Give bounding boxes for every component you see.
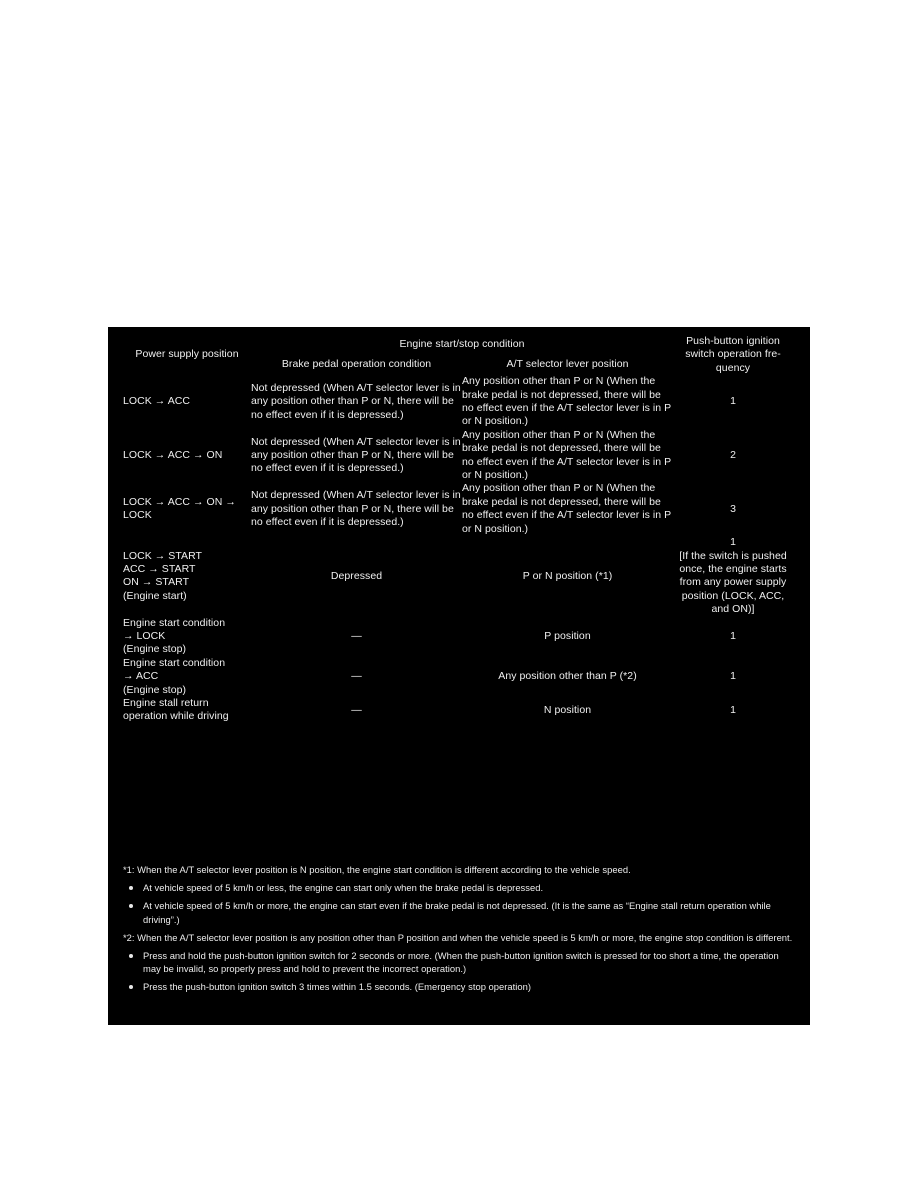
header-engine-start-stop-condition: Engine start/stop condition	[399, 338, 525, 351]
header-frequency-line-2: switch operation fre-	[685, 348, 781, 361]
frequency-note: [If the switch is pushed once, the engine starts from any power supply position (LOCK, ACC, and ON)]	[679, 549, 787, 616]
table-row	[123, 697, 793, 724]
cell-switch-frequency: 1	[730, 670, 736, 683]
table-row	[123, 536, 793, 616]
cell-switch-frequency	[673, 536, 793, 616]
footnote-1-bullet-1-text: At vehicle speed of 5 km/h or less, the engine can start only when the brake pedal is depressed.	[143, 882, 544, 894]
cell-switch-frequency: 1	[730, 703, 736, 716]
table-row	[123, 429, 793, 483]
footnote-2: *2: When the A/T selector lever position is any position other than P position and when the vehicle speed is 5 km/h or more, the engine stop condition is different.	[123, 931, 793, 943]
cell-brake-pedal-condition: Depressed	[330, 569, 383, 582]
position-line-1: Engine stall return	[123, 696, 209, 709]
table-row	[123, 482, 793, 536]
position-line-2: operation while driving	[123, 710, 229, 723]
cell-selector-lever-position: Any position other than P or N (When the brake pedal is not depressed, there will be no effect even if the A/T selector lever is in P or N position.)	[462, 428, 672, 482]
frequency-count: 1	[730, 536, 736, 549]
cell-switch-frequency: 1	[730, 629, 736, 642]
header-at-selector-lever-position: A/T selector lever position	[506, 358, 629, 371]
position-line-1: Engine start condition	[123, 656, 226, 669]
footnote-1-bullet-2	[123, 899, 799, 925]
footnote-1-bullet-1	[123, 881, 799, 894]
position-line-1: LOCK → START	[123, 549, 202, 562]
table-row	[123, 617, 793, 657]
position-line-3: (Engine stop)	[123, 683, 187, 696]
cell-selector-lever-position: N position	[543, 703, 592, 716]
cell-power-supply-position	[123, 617, 251, 657]
footnote-2-bullet-1-text: Press and hold the push-button ignition switch for 2 seconds or more. (When the push-button ignition switch is pressed for too short a time, the operation may be invalid, so properly press and hold to prevent the incorrect operation.)	[143, 950, 779, 975]
position-line-2: → ACC	[123, 670, 159, 683]
footnote-1-bullet-2-text: At vehicle speed of 5 km/h or more, the engine can start even if the brake pedal is not depressed. (It is the same as “Engine stall return operation while driving”.)	[143, 900, 771, 925]
footnotes	[123, 863, 799, 999]
header-frequency-line-1: Push-button ignition	[686, 335, 780, 347]
cell-brake-pedal-condition: —	[351, 670, 362, 683]
cell-brake-pedal-condition: —	[351, 703, 362, 716]
cell-selector-lever-position: P position	[544, 629, 591, 642]
table-row	[123, 375, 793, 429]
header-brake-pedal-condition: Brake pedal operation condition	[281, 358, 432, 371]
position-line-3: ON → START	[123, 576, 190, 589]
bullet-icon	[129, 954, 133, 958]
scanned-table-panel	[108, 327, 810, 1025]
cell-brake-pedal-condition: —	[351, 629, 362, 642]
cell-power-supply-position	[123, 536, 251, 616]
cell-power-supply-position	[123, 697, 251, 724]
cell-power-supply-position: LOCK → ACC → ON	[123, 448, 223, 461]
position-line-2: ACC → START	[123, 562, 196, 575]
cell-switch-frequency: 3	[730, 502, 736, 515]
bullet-icon	[129, 886, 133, 890]
header-frequency-line-3: quency	[715, 361, 751, 374]
header-push-button-frequency	[673, 335, 793, 375]
position-line-3: (Engine stop)	[123, 643, 187, 656]
footnote-1: *1: When the A/T selector lever position is N position, the engine start condition is different according to the vehicle speed.	[123, 864, 631, 875]
ignition-condition-table	[123, 335, 793, 724]
table-row	[123, 657, 793, 697]
position-line-1: Engine start condition	[123, 616, 226, 629]
cell-switch-frequency: 2	[730, 448, 736, 461]
ignition-condition-table-wrapper	[123, 335, 793, 724]
cell-selector-lever-position: P or N position (*1)	[522, 569, 613, 582]
table-header-row-1	[123, 335, 793, 355]
cell-selector-lever-position: Any position other than P or N (When the brake pedal is not depressed, there will be no effect even if the A/T selector lever is in P or N position.)	[462, 375, 672, 428]
header-power-supply-position: Power supply position	[135, 348, 239, 361]
bullet-icon	[129, 985, 133, 989]
cell-brake-pedal-condition: Not depressed (When A/T selector lever is in any position other than P or N, there will be no effect even if it is depressed.)	[251, 489, 461, 528]
cell-brake-pedal-condition: Not depressed (When A/T selector lever is in any position other than P or N, there will be no effect even if it is depressed.)	[251, 381, 461, 421]
cell-switch-frequency: 1	[730, 395, 736, 408]
cell-selector-lever-position: Any position other than P (*2)	[498, 670, 637, 683]
cell-brake-pedal-condition: Not depressed (When A/T selector lever is in any position other than P or N, there will be no effect even if it is depressed.)	[251, 435, 461, 475]
cell-power-supply-position: LOCK → ACC	[123, 395, 191, 408]
cell-selector-lever-position: Any position other than P or N (When the brake pedal is not depressed, there will be no effect even if the A/T selector lever is in P or N position.)	[462, 482, 672, 535]
bullet-icon	[129, 904, 133, 908]
position-line-4: (Engine start)	[123, 589, 187, 602]
cell-power-supply-position	[123, 657, 251, 697]
footnote-2-bullet-1	[123, 949, 799, 975]
position-line-2: → LOCK	[123, 629, 166, 642]
footnote-2-bullet-2-text: Press the push-button ignition switch 3 times within 1.5 seconds. (Emergency stop operation)	[143, 981, 531, 993]
footnote-2-bullet-2	[123, 980, 799, 993]
cell-power-supply-position: LOCK → ACC → ON → LOCK	[123, 495, 236, 522]
